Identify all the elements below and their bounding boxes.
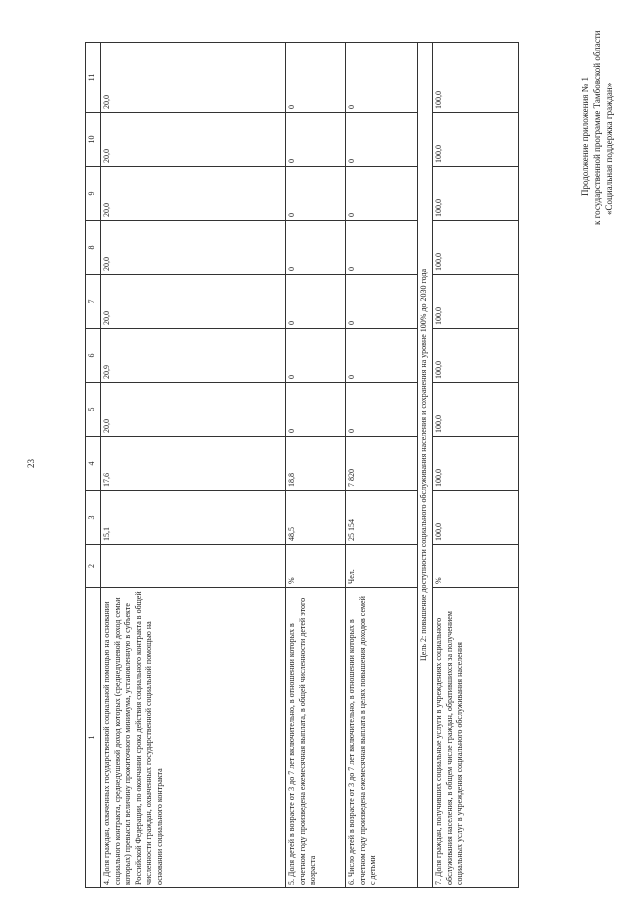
value-cell: 100,0 <box>433 221 519 275</box>
table-row <box>286 43 346 888</box>
value-cell: 0 <box>286 329 346 383</box>
column-number: 7 <box>86 275 101 329</box>
indicator-name: 7. Доля граждан, получивших социальные услуги в учреждениях социального обслуживания населения, в общем числе граждан, обратившихся за получением социальных услуг в учреждения социального обслуживания населения <box>433 588 519 888</box>
value-cell: 0 <box>286 221 346 275</box>
value-cell: 20,9 <box>101 329 286 383</box>
value-cell: 20,0 <box>101 221 286 275</box>
value-cell: 20,0 <box>101 383 286 437</box>
value-cell: 0 <box>346 221 418 275</box>
column-number: 2 <box>86 545 101 588</box>
value-cell: 100,0 <box>433 43 519 113</box>
value-cell: 0 <box>346 383 418 437</box>
column-number: 4 <box>86 437 101 491</box>
indicator-name: 4. Доля граждан, охваченных государственной социальной помощью на основании социального контракта, среднедушевой доход которых (среднедушевой доход семьи которых) превысил величину прожиточного минимума, установленную в субъекте Российской Федерации, по окончании срока действия социального контракта в общей численности граждан, охваченных государственной социальной помощью на основании социального контракта <box>101 588 286 888</box>
value-cell: 0 <box>346 167 418 221</box>
value-cell: 0 <box>286 167 346 221</box>
column-numbers-row <box>86 43 101 888</box>
value-cell: 100,0 <box>433 113 519 167</box>
value-cell: 0 <box>346 113 418 167</box>
value-cell: 0 <box>286 43 346 113</box>
value-cell: 18,8 <box>286 437 346 491</box>
column-number: 3 <box>86 491 101 545</box>
column-number: 1 <box>86 588 101 888</box>
table-row <box>346 43 418 888</box>
page-number: 23 <box>26 459 36 468</box>
indicator-unit: % <box>433 545 519 588</box>
indicator-unit: % <box>286 545 346 588</box>
value-cell: 100,0 <box>433 167 519 221</box>
goal-row <box>418 43 433 888</box>
indicator-name: 5. Доля детей в возрасте от 3 до 7 лет включительно, в отношении которых в отчетном году произведена ежемесячная выплата, в общей численности детей этого возраста <box>286 588 346 888</box>
value-cell: 48,5 <box>286 491 346 545</box>
indicator-unit <box>101 545 286 588</box>
value-cell: 15,1 <box>101 491 286 545</box>
value-cell: 100,0 <box>433 383 519 437</box>
appendix-header-line3: «Социальная поддержка граждан» <box>604 82 614 215</box>
value-cell: 100,0 <box>433 275 519 329</box>
table-row <box>433 43 519 888</box>
value-cell: 100,0 <box>433 437 519 491</box>
indicator-unit: Чел. <box>346 545 418 588</box>
indicator-name: 6. Число детей в возрасте от 3 до 7 лет включительно, в отношении которых в отчетном году произведена ежемесячная выплата в целях повышения доходов семей с детьми <box>346 588 418 888</box>
value-cell: 7 820 <box>346 437 418 491</box>
value-cell: 100,0 <box>433 329 519 383</box>
value-cell: 0 <box>286 275 346 329</box>
value-cell: 0 <box>286 113 346 167</box>
value-cell: 0 <box>346 43 418 113</box>
value-cell: 0 <box>286 383 346 437</box>
column-number: 9 <box>86 167 101 221</box>
value-cell: 20,0 <box>101 275 286 329</box>
value-cell: 0 <box>346 329 418 383</box>
table-row <box>101 43 286 888</box>
value-cell: 0 <box>346 275 418 329</box>
column-number: 11 <box>86 43 101 113</box>
value-cell: 20,0 <box>101 113 286 167</box>
appendix-header-line1: Продолжение приложения № 1 <box>580 76 590 196</box>
goal-text: Цель 2: повышение доступности социального обслуживания населения и сохранения на уровне 100% до 2030 года <box>418 43 433 888</box>
value-cell: 100,0 <box>433 491 519 545</box>
value-cell: 20,0 <box>101 43 286 113</box>
column-number: 5 <box>86 383 101 437</box>
column-number: 10 <box>86 113 101 167</box>
indicators-table <box>85 42 519 888</box>
value-cell: 20,0 <box>101 167 286 221</box>
column-number: 8 <box>86 221 101 275</box>
appendix-header-line2: к государственной программе Тамбовской области <box>592 30 602 225</box>
value-cell: 17,6 <box>101 437 286 491</box>
column-number: 6 <box>86 329 101 383</box>
value-cell: 25 154 <box>346 491 418 545</box>
indicators-table-container <box>85 43 515 888</box>
